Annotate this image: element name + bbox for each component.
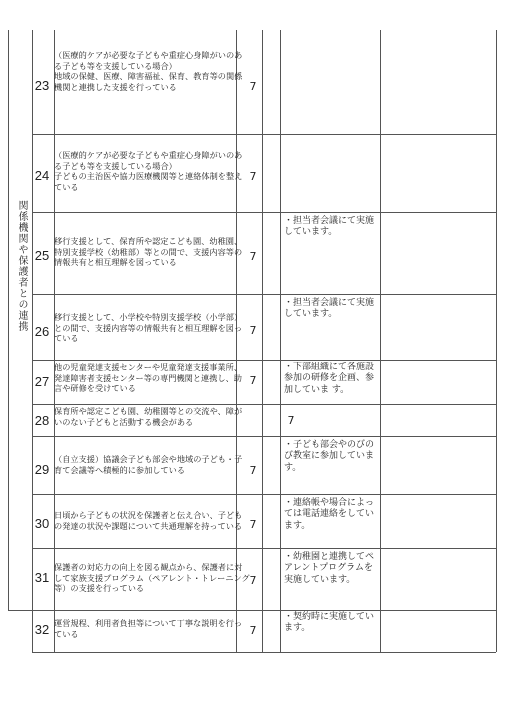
yes-count: 7 xyxy=(249,464,257,477)
table-row xyxy=(32,494,506,548)
yes-count: 7 xyxy=(249,518,257,531)
item-text: 運営規程、利用者負担等について丁寧な説明を行っている xyxy=(54,618,243,639)
item-text: （医療的ケアが必要な子どもや重症心身障がいのある子ども等を支援している場合） 子どもの主治医や協力医療機関等と連絡体制を整えている xyxy=(54,150,243,192)
yes-count: 7 xyxy=(249,250,257,263)
table-row xyxy=(32,360,506,404)
table-row xyxy=(32,30,506,134)
table-bottom xyxy=(32,652,496,653)
row-number: 24 xyxy=(34,168,50,183)
row-number: 31 xyxy=(34,570,50,585)
item-text: 日頃から子どもの状況を保護者と伝え合い、子どもの発達の状況や課題について共通理解を持っている xyxy=(54,510,243,531)
yes-count: 7 xyxy=(249,624,257,637)
row-number: 32 xyxy=(34,622,50,637)
row-number: 27 xyxy=(34,374,50,389)
table-row xyxy=(32,294,506,360)
yes-count: 7 xyxy=(249,324,257,337)
row-number: 30 xyxy=(34,516,50,531)
no-count: 7 xyxy=(287,414,295,427)
comment: ・担当者会議にて実施しています。 xyxy=(284,298,375,320)
comment: ・子ども部会やのびのび教室に参加しています。 xyxy=(284,440,375,473)
row-number: 28 xyxy=(34,413,50,428)
row-number: 25 xyxy=(34,248,50,263)
item-text: 移行支援として、小学校や特別支援学校（小学部）との間で、支援内容等の情報共有と相互理解を図っている xyxy=(54,312,243,344)
item-text: （自立支援）協議会子ども部会や地域の子ども・子育て会議等へ積極的に参加している xyxy=(54,454,243,475)
row-number: 26 xyxy=(34,324,50,339)
row-number: 29 xyxy=(34,462,50,477)
item-text: （医療的ケアが必要な子どもや重症心身障がいのある子ども等を支援している場合） 地域の保健、医療、障害福祉、保育、教育等の関係機関と連携した支援を行っている xyxy=(54,50,243,92)
comment: ・連絡帳や場合によっては電話連絡をしています。 xyxy=(284,498,375,531)
comment: ・下部組織にて各施設参加の研修を企画、参加していま す。 xyxy=(284,362,375,395)
table-row xyxy=(32,548,506,610)
yes-count: 7 xyxy=(249,374,257,387)
table-row xyxy=(32,404,506,436)
yes-count: 7 xyxy=(249,80,257,93)
item-text: 保育所や認定こども園、幼稚園等との交流や、障がいのない子どもと活動する機会がある xyxy=(54,406,243,427)
yes-count: 7 xyxy=(249,170,257,183)
item-text: 保護者の対応力の向上を図る観点から、保護者に対して家族支援プログラム（ペアレント・トレーニング等）の支援を行っている xyxy=(54,562,250,594)
outer-left-border xyxy=(8,30,9,610)
item-text: 他の児童発達支援センターや児童発達支援事業所、発達障害者支援センター等の専門機関と連携し、助言や研修を受けている xyxy=(54,362,242,394)
comment: ・契約時に実施しています。 xyxy=(284,612,375,634)
yes-count: 7 xyxy=(249,574,257,587)
comment: ・幼稚園と連携してペアレントプログラムを実施しています。 xyxy=(284,552,375,585)
category-label: 関係機関や保護者との連携 xyxy=(16,200,27,332)
table-row xyxy=(32,134,506,212)
comment: ・担当者会議にて実施しています。 xyxy=(284,216,375,238)
item-text: 移行支援として、保育所や認定こども園、幼稚園、特別支援学校（幼稚部）等との間で、支援内容等の情報共有と相互理解を図っている xyxy=(54,236,243,268)
table-row xyxy=(32,436,506,494)
table-row xyxy=(32,610,506,652)
table-row xyxy=(32,212,506,294)
row-number: 23 xyxy=(34,78,50,93)
